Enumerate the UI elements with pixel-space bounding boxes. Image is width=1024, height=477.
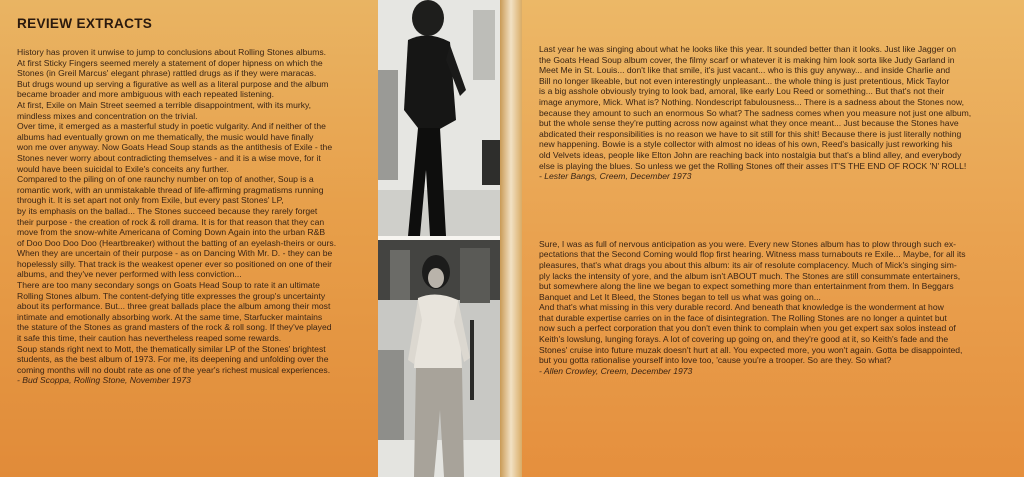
review-line: but you gotta rationalise yourself into love too, 'cause you're a trooper. So are they. So what? [539, 355, 892, 366]
photo-column [378, 0, 500, 477]
review-line: because they amount to such an enormous So what? The sadness comes when you measure not just one album, [539, 107, 972, 118]
review-line: of Doo Doo Doo Doo (Heartbreaker) without the batting of an eyelash-theirs or ours. [17, 237, 337, 248]
review-line: Stones (in Greil Marcus' elegant phrase) rattled drugs as if they were maracas. [17, 68, 317, 79]
review-line: else is playing the blues. So unless we get the Rolling Stones off their asses IT'S THE END OF ROCK 'N' ROLL! [539, 160, 967, 171]
review-line: coming months will no doubt rate as one of the year's richest musical experiences. [17, 364, 331, 375]
review-line: At first, Exile on Main Street seemed a terrible disappointment, with its murky, [17, 99, 312, 110]
review-line: mindless mixes and concentration on the trivial. [17, 110, 198, 121]
review-line: became broader and more ambiguous with each repeated listening. [17, 89, 275, 100]
review-line: intimate and emotionally absorbing work. At the same time, Starfucker maintains [17, 311, 323, 322]
review-line: romantic work, with an unmistakable thread of life-affirming pragmatisms running [17, 184, 324, 195]
review-line: albums, and they've never performed with less conviction... [17, 269, 242, 280]
review-line: At first Sticky Fingers seemed merely a statement of doper hipness on which the [17, 57, 323, 68]
review-line: through it. It is set apart not only from Exile, but every past Stones' LP, [17, 195, 284, 206]
review-line: the Goats Head Soup album cover, the filmy scarf or whatever it is making him look sorta like Judy Garland in [539, 54, 955, 65]
review-line: Stones' cruise into future muzak doesn't hurt at all. You expected more, you won't again. Gotta be disappointed, [539, 344, 963, 355]
review-line: it safe this time, their caution has nevertheless reaped some rewards. [17, 333, 282, 344]
allen-crowley-credit: - Allen Crowley, Creem, December 1973 [539, 365, 693, 376]
allen-crowley-review-text [539, 239, 1010, 366]
book-gutter [500, 0, 522, 477]
review-line: that durable expertise carries on in the face of disintegration. The Rolling Stones are no longer a quintet but [539, 312, 947, 323]
review-line: Keith's lowslung, lunging forays. A lot of covering up going on, and they're good at it, so Keith's fade and the [539, 334, 949, 345]
band-member-photo-bottom [378, 240, 500, 477]
review-line: Stones never worry about contradicting themselves - and it is a wise move, for it [17, 152, 321, 163]
review-line: by its emphasis on the ballad... The Stones succeed because they rarely forget [17, 205, 318, 216]
review-line: move from the snow-white Americana of Coming Down Again into the urban R&B [17, 227, 326, 238]
review-spacer [539, 182, 1010, 239]
review-line: would have been suicidal to Exile's conceits any further. [17, 163, 229, 174]
review-line: pectations that the Second Coming would flop first hearing. Witness mass turnabouts re Exile... Maybe, for all its [539, 249, 966, 260]
review-line: now such a perfect corporation that you don't even think to complain when you get expert sax solos instead of [539, 323, 956, 334]
review-line: old Velvets ideas, people like Elton John are reaching back into nostalgia but that's a blind alley, and everybody [539, 149, 962, 160]
review-line: hopelessly silly. That track is the weakest opener ever so positioned on one of their [17, 258, 332, 269]
review-line: is a big asshole obviously trying to look bad, amoral, like early Lou Reed or something... But that's not their [539, 86, 945, 97]
review-line: There are too many secondary songs on Goats Head Soup to rate it an ultimate [17, 280, 320, 291]
bud-scoppa-credit: - Bud Scoppa, Rolling Stone, November 1973 [17, 375, 191, 386]
review-line: Over time, it emerged as a masterful study in poetic vulgarity. And if neither of the [17, 121, 326, 132]
right-page [522, 0, 1024, 477]
review-line: new happening. Bowie is a style collector with almost no ideas of his own, Reed's basically just reworking his [539, 139, 953, 150]
review-line: image anymore, Mick. What is? Nothing. Nondescript fabulousness... There is a sadness about the Stones now, [539, 96, 964, 107]
review-line: albums had eventually grown on me thematically, the music would have finally [17, 131, 314, 142]
review-line: students, as the best album of 1973. For me, its deepening and unfolding over the [17, 354, 329, 365]
review-line: about its performance. But... three great ballads place the album among their most [17, 301, 331, 312]
review-line: Compared to the piling on of one raunchy number on top of another, Soup is a [17, 174, 314, 185]
review-line: but the whole sense they're putting across now against what they once meant... Just because the Stones have [539, 118, 959, 129]
review-line: Last year he was singing about what he looks like this year. It sounded better than it looks. Just like Jagger on [539, 44, 957, 54]
review-line: ply lacks the intensity of yore, and the album isn't ABOUT much. The Stones are still consummate entertainers, [539, 270, 961, 281]
review-line: their purpose - the creation of rock & roll drama. It is for that reason that they can [17, 216, 325, 227]
review-line: won me over anyway. Now Goats Head Soup stands as the antithesis of Exile - the [17, 142, 333, 153]
left-review-text [17, 47, 366, 375]
review-line: Rolling Stones album. The content-defying title expresses the group's uncertainty [17, 290, 326, 301]
lester-bangs-credit: - Lester Bangs, Creem, December 1973 [539, 171, 692, 182]
review-line: When they are uncertain of their purpose - as on Dancing With Mr. D. - they can be [17, 248, 333, 259]
review-extracts-heading: REVIEW EXTRACTS [17, 16, 153, 31]
review-line: but somewhere along the line we began to expect something more than entertainment from them. In Beggars [539, 281, 954, 292]
review-line: the stature of the Stones as grand masters of the rock & roll song. If they've played [17, 322, 332, 333]
band-member-photo-top [378, 0, 500, 236]
left-page [0, 0, 378, 477]
review-line: But drugs wound up serving a figurative as well as a literal purpose and the album [17, 78, 329, 89]
review-line: abdicated their responsibilities is no reason we have to sit still for this shit! Because there is just literally nothing [539, 128, 962, 139]
review-line: Banquet and Let It Bleed, the Stones began to tell us what was going on... [539, 291, 821, 302]
review-line: Soup stands right next to Mott, the thematically similar LP of the Stones' brightest [17, 343, 326, 354]
review-line: Sure, I was as full of nervous anticipation as you were. Every new Stones album has to plow through such ex- [539, 238, 957, 249]
review-line: Meet Me in St. Louis... don't like that smile, it's just vacant... who is this guy anyway... and inside Charlie and [539, 65, 951, 76]
review-line: And that's what missing in this very durable record. And beneath that knowledge is the wonderment at how [539, 302, 944, 313]
lester-bangs-review-text [539, 44, 1010, 171]
review-line: History has proven it unwise to jump to conclusions about Rolling Stones albums. [17, 47, 327, 57]
review-line: pleasures, that's what drags you about this album: its air of resolute complacency. Much of Mick's singing sim- [539, 259, 957, 270]
review-line: Bill no longer likeable, but not even interestingly unpleasant... the whole thing is just pretentious, Mick Taylor [539, 75, 950, 86]
